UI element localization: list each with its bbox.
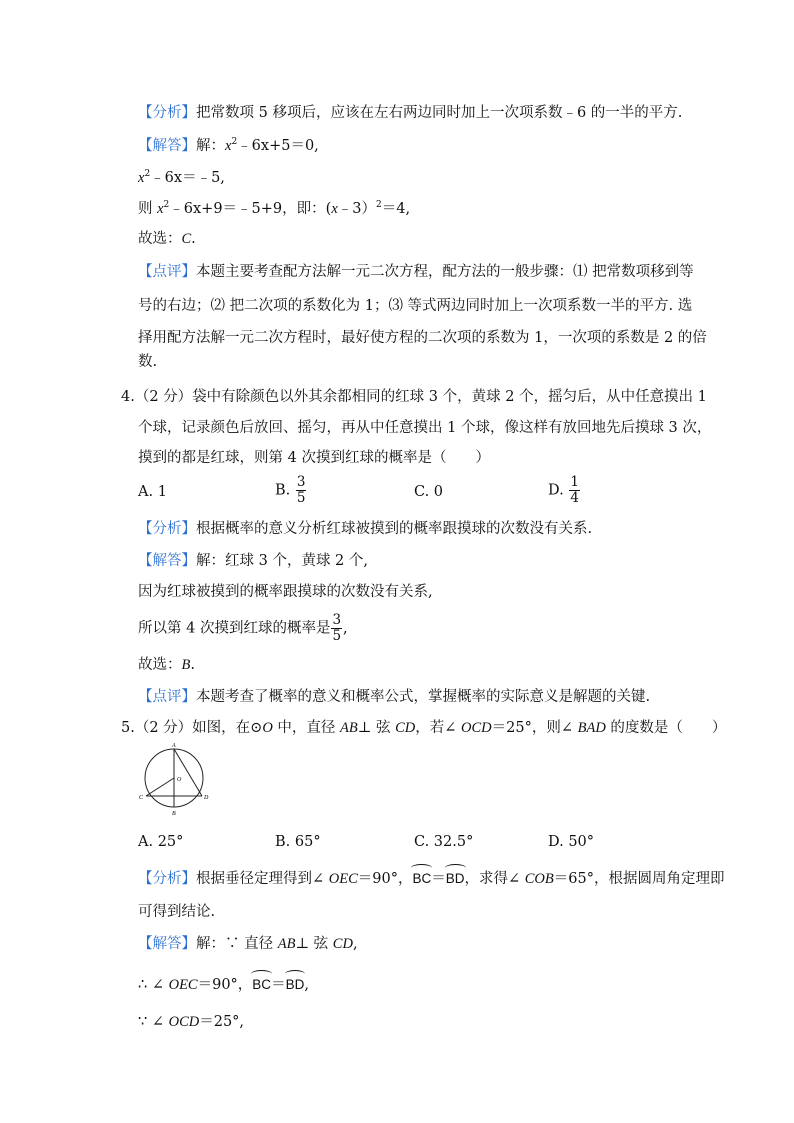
answer-text: 解：红球 3 个，黄球 2 个,: [196, 553, 368, 569]
q4-stem-l3: 摸到的都是红球，则第 4 次摸到红球的概率是（ ）: [138, 450, 490, 466]
q5-answer-l1: [138, 934, 358, 954]
q5-option-a[interactable]: [138, 832, 183, 852]
q5-analysis-l2: 可得到结论.: [138, 904, 216, 920]
q3-step2: $x^2﹣6x=﹣5$,: [138, 169, 225, 186]
circle-figure: [136, 742, 216, 822]
answer-text: ＝25°,: [199, 1014, 245, 1030]
stem-text: （2 分）袋中有除颜色以外其余都相同的红球 3 个，黄球 2 个，摇匀后，从中任意摸出 1: [134, 389, 707, 405]
answer-text: 解：∵ 直径: [196, 936, 278, 952]
label-a: A: [172, 743, 176, 749]
var: BAD: [577, 720, 606, 736]
analysis-tag: 【分析】: [138, 521, 196, 537]
var: OEC: [328, 871, 358, 887]
analysis-text: ，求得∠: [464, 871, 525, 887]
q4-option-a[interactable]: [138, 482, 167, 502]
arc-bd: BD: [286, 975, 305, 995]
q5-option-c[interactable]: [414, 832, 473, 852]
q3-comment-l4: 数.: [138, 354, 158, 370]
q3-step3: 则 $x^2﹣6x+9=﹣5+9$，即：(x﹣3）$^2$＝4,: [138, 200, 411, 217]
q4-option-b[interactable]: [275, 475, 307, 506]
var: O: [262, 720, 273, 736]
option-value: 50°: [568, 834, 595, 850]
comment-tag: 【点评】: [138, 264, 196, 280]
arc-bc: BC: [412, 869, 431, 889]
label-o: O: [177, 777, 182, 783]
analysis-text: ＝65°，根据圆周角定理即: [553, 871, 725, 887]
var: COB: [524, 871, 554, 887]
choose-value: B: [181, 657, 191, 673]
stem-text: ，若∠: [415, 720, 462, 736]
option-value: 25°: [157, 834, 184, 850]
q4-analysis-line: [138, 519, 592, 539]
answer-tag: 【解答】: [138, 138, 196, 154]
comma: ,: [304, 977, 309, 993]
q5-stem: [121, 718, 726, 738]
numerator: 3: [296, 474, 306, 490]
analysis-text: 把常数项 5 移项后，应该在左右两边同时加上一次项系数﹣6 的一半的平方.: [196, 105, 683, 121]
analysis-tag: 【分析】: [138, 871, 196, 887]
label-d: D: [204, 795, 209, 801]
analysis-tag: 【分析】: [138, 105, 196, 121]
dot: .: [190, 657, 195, 673]
segment-oc: [146, 778, 174, 796]
q3-answer-line: 【解答】解：$x^2﹣6x+5=0$,: [138, 137, 319, 154]
label-b: B: [172, 811, 176, 817]
answer-text: ∴ ∠: [138, 977, 169, 993]
var: OEC: [168, 977, 198, 993]
q4-answer-l3: [138, 613, 348, 644]
text: 则: [138, 201, 158, 217]
comment-text: 本题主要考查配方法解一元二次方程，配方法的一般步骤：⑴ 把常数项移到等: [196, 264, 694, 280]
arc-bd: BD: [446, 869, 465, 889]
q4-option-d[interactable]: [548, 475, 581, 506]
option-label: C.: [414, 484, 430, 500]
stem-text: ＝25°，则∠: [491, 720, 578, 736]
q4-answer-l1: [138, 551, 368, 571]
answer-tag: 【解答】: [138, 936, 196, 952]
fraction: [331, 613, 342, 644]
var: CD: [395, 720, 416, 736]
option-label: A.: [138, 484, 154, 500]
option-label: A.: [138, 834, 154, 850]
equals: ＝: [271, 977, 286, 993]
numerator: 1: [570, 474, 579, 490]
option-value: 0: [433, 484, 444, 500]
comma: ,: [352, 936, 358, 952]
q5-answer-l3: [138, 1012, 244, 1032]
fraction: [569, 475, 580, 506]
option-label: B.: [275, 834, 291, 850]
question-number: 4.: [121, 389, 135, 405]
q4-choose: [138, 655, 195, 675]
denominator: 5: [332, 628, 342, 644]
segment-ad: [174, 749, 202, 796]
answer-text: ＝90°，: [197, 977, 253, 993]
var: OCD: [168, 1014, 200, 1030]
answer-tag: 【解答】: [138, 553, 196, 569]
q4-answer-l2: 因为红球被摸到的概率跟摸球的次数没有关系,: [138, 584, 433, 600]
q5-answer-l2: [138, 975, 309, 995]
q3-comment-l2: 号的右边；⑵ 把二次项的系数化为 1；⑶ 等式两边同时加上一次项系数一半的平方. 选: [138, 298, 693, 314]
q3-comment-l3: 择用配方法解一元二次方程时，最好使方程的二次项的系数为 1，一次项的系数是 2 的倍: [138, 330, 707, 346]
comma: ,: [343, 620, 348, 637]
var: AB: [340, 720, 358, 736]
answer-text: ⊥ 弦: [295, 936, 333, 952]
fraction: [296, 475, 307, 506]
arc-bc: BC: [252, 975, 271, 995]
stem-text: 的度数是（ ）: [605, 720, 727, 736]
stem-text: ⊥ 弦: [357, 720, 396, 736]
question-number: 5.: [121, 720, 135, 736]
label-c: C: [139, 795, 144, 801]
stem-text: （2 分）如图，在⊙: [134, 720, 263, 736]
option-label: C.: [414, 834, 430, 850]
q4-option-c[interactable]: [414, 482, 443, 502]
var: CD: [332, 936, 353, 952]
option-value: 65°: [294, 834, 321, 850]
stem-text: 中，直径: [272, 720, 341, 736]
q4-stem-l1: [121, 387, 707, 407]
q3-choose: [138, 229, 196, 249]
choose-value: C: [181, 231, 192, 247]
q4-stem-l2: 个球，记录颜色后放回、摇匀，再从中任意摸出 1 个球，像这样有放回地先后摸球 3 次，: [138, 420, 712, 436]
analysis-text: ＝90°，: [357, 871, 413, 887]
q3-analysis-line: [138, 103, 682, 123]
equation: ﹣6x＝﹣5,: [150, 170, 225, 186]
q4-comment-line: [138, 687, 650, 707]
numerator: 3: [332, 612, 342, 628]
q3-comment-l1: [138, 262, 694, 282]
denominator: 4: [570, 490, 579, 506]
answer-text: 所以第 4 次摸到红球的概率是: [138, 620, 331, 637]
equals: ＝: [431, 871, 446, 887]
equation: ﹣6x+5＝0,: [237, 138, 319, 154]
equation: ﹣3）: [337, 201, 376, 217]
var: OCD: [461, 720, 492, 736]
option-value: 32.5°: [433, 834, 474, 850]
var-x: x: [331, 201, 338, 217]
dot: .: [191, 231, 196, 247]
equation: ＝4,: [381, 201, 411, 217]
option-label: B.: [275, 482, 291, 499]
answer-text: ∵ ∠: [138, 1014, 169, 1030]
choose-label: 故选：: [138, 657, 182, 673]
comment-tag: 【点评】: [138, 689, 196, 705]
q5-option-d[interactable]: [548, 832, 594, 852]
comment-text: 本题考查了概率的意义和概率公式，掌握概率的实际意义是解题的关键.: [196, 689, 651, 705]
var: AB: [277, 936, 296, 952]
q5-analysis-l1: [138, 869, 724, 889]
option-label: D.: [548, 834, 564, 850]
analysis-text: 根据概率的意义分析红球被摸到的概率跟摸球的次数没有关系.: [196, 521, 593, 537]
option-label: D.: [548, 482, 564, 499]
equation: ﹣6x+9＝﹣5+9，即：(: [169, 201, 332, 217]
option-value: 1: [157, 484, 167, 500]
q5-option-b[interactable]: [275, 832, 321, 852]
analysis-text: 根据垂径定理得到∠: [196, 871, 329, 887]
denominator: 5: [296, 490, 306, 506]
answer-lead: 解：: [196, 138, 225, 154]
choose-label: 故选：: [138, 231, 182, 247]
